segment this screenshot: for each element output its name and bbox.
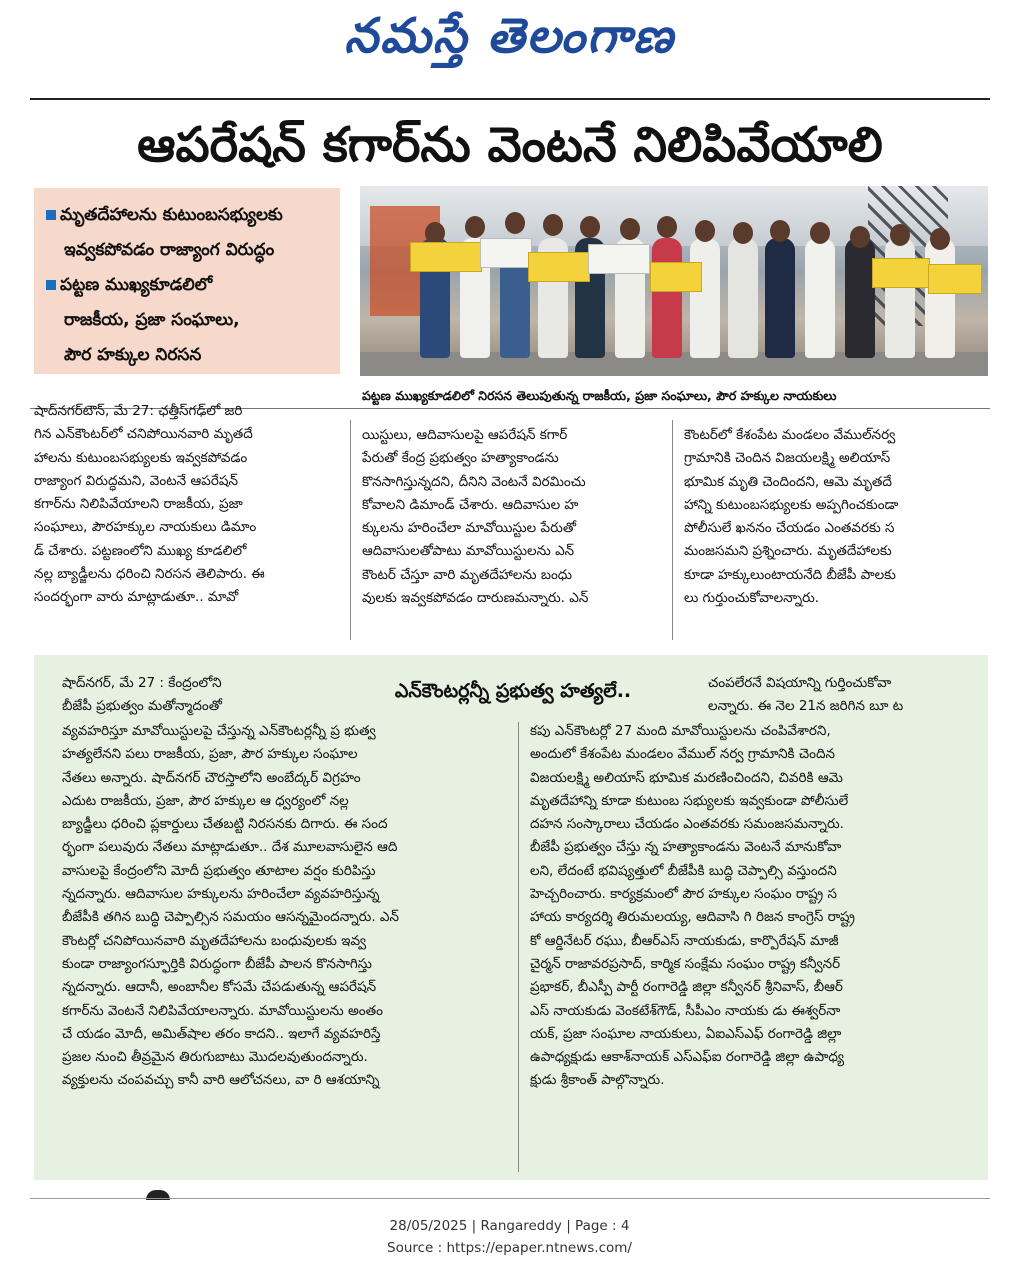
story2-column-1 [62, 720, 507, 1093]
text-line: చంపలేరనే విషయాన్ని గుర్తించుకోవా [708, 675, 892, 691]
text-line: వ్యవహరిస్తూ మావోయిస్టులపై చేస్తున్న ఎన్‌కౌంటర్లన్నీ ప్ర భుత్వ [62, 723, 376, 739]
story1-column-3 [684, 424, 984, 610]
text-line: డ్ చేశారు. పట్టణంలోని ముఖ్య కూడలిలో [34, 542, 247, 559]
text-line: యక్, ప్రజా సంఘాల నాయకులు, ఏఐఎస్‌ఎఫ్ రంగారెడ్డి జిల్లా [530, 1025, 842, 1042]
highlight-line: మృతదేహాలను కుటుంబసభ్యులకు [46, 198, 330, 233]
text-line: విజయలక్ష్మి అలియాస్ భూమిక మరణించిందని, చివరికి ఆమె [530, 769, 843, 786]
footer-source-line: Source : https://epaper.ntnews.com/ [387, 1240, 632, 1256]
text-line: వ్యక్తులను చంపవచ్చు కానీ వారి ఆలోచనలు, వా రి ఆశయాన్ని [62, 1072, 380, 1089]
footer-date-line: 28/05/2025 | Rangareddy | Page : 4 [389, 1218, 630, 1234]
text-line: లన్నారు. ఈ నెల 21న జరిగిన బూ ట [708, 698, 904, 715]
masthead-title: నమస్తే తెలంగాణ [344, 8, 675, 64]
protest-photo [360, 186, 988, 376]
text-line: సందర్భంగా వారు మాట్లాడుతూ.. మావో [34, 589, 239, 606]
text-line: కగార్‌ను నిలిపివేయాలని రాజకీయ, ప్రజా [34, 496, 243, 513]
text-line: హాలను కుటుంబసభ్యులకు ఇవ్వకపోవడం [34, 449, 248, 466]
highlight-line: రాజకీయ, ప్రజా సంఘాలు, [64, 310, 240, 330]
text-line: గ్రామానికి చెందిన విజయలక్ష్మి అలియాస్ [684, 450, 891, 467]
masthead [0, 0, 1019, 80]
top-rule [30, 98, 990, 100]
text-line: న్నదన్నారు. ఆదివాసుల హక్కులను హరించేలా వ్యవహరిస్తున్న [62, 886, 380, 903]
text-line: కౌంటర్ చేస్తూ వారి మృతదేహాలను బంధు [362, 566, 573, 583]
text-line: ఆదివాసులతోపాటు మావోయిస్టులను ఎన్ [362, 543, 575, 560]
text-line: పేరుతో కేంద్ర ప్రభుత్వం హత్యాకాండను [362, 450, 559, 467]
text-line: ఎస్ నాయకుడు వెంకటేశ్‌గౌడ్, సీపీఎం నాయకు డు ఈశ్వర్‌నా [530, 1002, 841, 1019]
story2-column-2-top [708, 672, 978, 719]
text-line: క్షుడు శ్రీకాంత్ పాల్గొన్నారు. [530, 1072, 665, 1089]
text-line: క్కులను హరించేలా మావోయిస్టుల పేరుతో [362, 520, 576, 537]
text-line: బ్యాడ్జీలు ధరించి ప్లకార్డులు చేతబట్టి నిరసనకు దిగారు. ఈ సంద [62, 816, 388, 833]
text-line: యిస్టులు, ఆదివాసులపై ఆపరేషన్ కగార్ [362, 427, 568, 443]
story2-column-2 [530, 720, 980, 1093]
story2-title: ఎన్‌కౌంటర్లన్నీ ప్రభుత్వ హత్యలే.. [394, 680, 632, 702]
text-line: లు గుర్తుంచుకోవాలన్నారు. [684, 590, 820, 607]
text-line: కొనసాగిస్తున్నదని, దీనిని వెంటనే విరమించు [362, 473, 586, 490]
text-line: ఎదుట రాజకీయ, ప్రజా, పౌర హక్కుల ఆ ధ్వర్యంలో నల్ల [62, 792, 349, 809]
text-line: కూడా హక్కులుంటాయనేది బీజేపీ పాలకు [684, 566, 896, 583]
text-line: కోవాలని డిమాండ్ చేశారు. ఆదివాసుల హ [362, 496, 579, 513]
bullet-icon [46, 280, 56, 290]
text-line: దహన సంస్కారాలు చేయడం ఎంతవరకు సమంజసమన్నారు. [530, 816, 844, 833]
text-line: రాజ్యాంగ విరుద్ధమని, వెంటనే ఆపరేషన్ [34, 472, 238, 489]
text-line: బీజేపీ ప్రభుత్వం చేస్తు న్న హత్యాకాండను వెంటనే మానుకోవా [530, 839, 842, 856]
text-line: పోలీసులే ఖననం చేయడం ఎంతవరకు స [684, 520, 895, 537]
highlights-box [34, 188, 340, 374]
column-divider [350, 420, 351, 640]
text-line: నల్ల బ్యాడ్జీలను ధరించి నిరసన తెలిపారు. ఈ [34, 566, 265, 583]
text-line: కపు ఎన్‌కౌంటర్లో 27 మంది మావోయిస్టులను చంపివేశారని, [530, 723, 831, 739]
text-line: న్నదన్నారు. ఆదానీ, అంబానీల కోసమే చేపడుతున్న ఆపరేషన్ [62, 979, 377, 996]
story1-column-1 [34, 400, 334, 610]
bullet-icon [46, 210, 56, 220]
column-divider [672, 420, 673, 640]
text-line: భూమిక మృతి చెందిందని, ఆమె మృతదే [684, 473, 892, 490]
highlight-line: పౌర హక్కుల నిరసన [64, 345, 202, 365]
text-line: హాయ కార్యదర్శి తిరుమలయ్య, ఆదివాసి గి రిజన కాంగ్రెస్ రాష్ట్ర [530, 909, 855, 926]
text-line: ప్రజల నుంచి తీవ్రమైన తిరుగుబాటు మొదలవుతుందన్నారు. [62, 1049, 368, 1066]
text-line: ర్భంగా పలువురు నేతలు మాట్లాడుతూ.. దేశ మూలవాసులైన ఆది [62, 839, 398, 856]
text-line: ప్రభాకర్, బీఎస్పీ పార్టీ రంగారెడ్డి జిల్లా కన్వీనర్ శ్రీనివాస్, బీఆర్ [530, 979, 843, 996]
story1-column-2 [362, 424, 662, 610]
text-line: అందులో కేశంపేట మండలం వేముల్ నర్వ గ్రామానికి చెందిన [530, 746, 835, 763]
text-line: కగార్‌ను వెంటనే నిలిపివేయాలన్నారు. మావోయిస్టులను అంతం [62, 1002, 383, 1019]
column-divider [518, 722, 519, 1172]
text-line: హాన్ని కుటుంబసభ్యులకు అప్పగించకుండా [684, 496, 899, 513]
text-line: షాద్‌నగర్‌టౌన్, మే 27: ఛత్తీస్‌గఢ్‌లో జరి [34, 403, 243, 419]
text-line: లని, లేదంటే భవిష్యత్తులో బీజేపీకి బుద్ధి చెప్పాల్సి వస్తుందని [530, 862, 837, 879]
text-line: వాసులపై కేంద్రంలోని మోదీ ప్రభుత్వం తూటాల వర్షం కురిపిస్తు [62, 862, 376, 879]
story2-intro [62, 672, 332, 719]
footer-rule [30, 1198, 990, 1199]
text-line: మంజసమని ప్రశ్నించారు. మృతదేహాలకు [684, 543, 892, 560]
text-line: కుండా రాజ్యాంగస్ఫూర్తికి విరుద్ధంగా బీజేపీ పాలన కొనసాగిస్తు [62, 955, 372, 972]
text-line: షాద్‌నగర్, మే 27 : కేంద్రంలోని [62, 675, 222, 691]
text-line: కో ఆర్డినేటర్ రఘు, బీఆర్‌ఎస్ నాయకుడు, కార్పొరేషన్ మాజీ [530, 932, 839, 949]
text-line: వులకు ఇవ్వకపోవడం దారుణమన్నారు. ఎన్ [362, 590, 589, 607]
text-line: చే యడం మోదీ, అమిత్‌షాల తరం కాదని.. ఇలాగే వ్యవహరిస్తే [62, 1025, 381, 1042]
text-line: మృతదేహాన్ని కూడా కుటుంబ సభ్యులకు ఇవ్వకుండా పోలీసులే [530, 792, 849, 809]
text-line: నేతలు అన్నారు. షాద్‌నగర్ చౌరస్తాలోని అంబేద్కర్ విగ్రహం [62, 769, 361, 786]
highlight-line: ఇవ్వకపోవడం రాజ్యాంగ విరుద్ధం [64, 240, 275, 260]
text-line: గిన ఎన్‌కౌంటర్‌లో చనిపోయినవారి మృతదే [34, 426, 253, 443]
text-line: బీజేపీ ప్రభుత్వం మతోన్మాదంతో [62, 698, 222, 715]
highlight-line: పట్టణ ముఖ్యకూడలిలో [46, 268, 330, 303]
text-line: ఉపాధ్యక్షుడు ఆకాశ్‌నాయక్ ఎస్‌ఎఫ్‌ఐ రంగారెడ్డి జిల్లా ఉపాధ్య [530, 1049, 845, 1066]
text-line: కౌంటర్లో చనిపోయినవారి మృతదేహాలను బంధువులకు ఇవ్వ [62, 932, 367, 949]
text-line: బీజేపీకి తగిన బుద్ధి చెప్పాల్సిన సమయం ఆసన్నమైందన్నారు. ఎన్ [62, 909, 400, 926]
photo-caption: పట్టణ ముఖ్యకూడలిలో నిరసన తెలుపుతున్న రాజకీయ, ప్రజా సంఘాలు, పౌర హక్కుల నాయకులు [362, 388, 837, 403]
text-line: చైర్మన్ రాజావరప్రసాద్, కార్మిక సంక్షేమ సంఘం రాష్ట్ర కన్వీనర్ [530, 955, 841, 972]
headline: ఆపరేషన్ కగార్‌ను వెంటనే నిలిపివేయాలి [137, 117, 883, 173]
text-line: సంఘాలు, పౌరహక్కుల నాయకులు డిమాం [34, 519, 257, 536]
text-line: హత్యలేనని పలు రాజకీయ, ప్రజా, పౌర హక్కుల సంఘాల [62, 746, 358, 763]
text-line: హెచ్చరించారు. కార్యక్రమంలో పౌర హక్కుల సంఘం రాష్ట్ర స [530, 886, 837, 903]
text-line: కౌంటర్‌లో కేశంపేట మండలం వేముల్‌నర్వ [684, 427, 896, 443]
